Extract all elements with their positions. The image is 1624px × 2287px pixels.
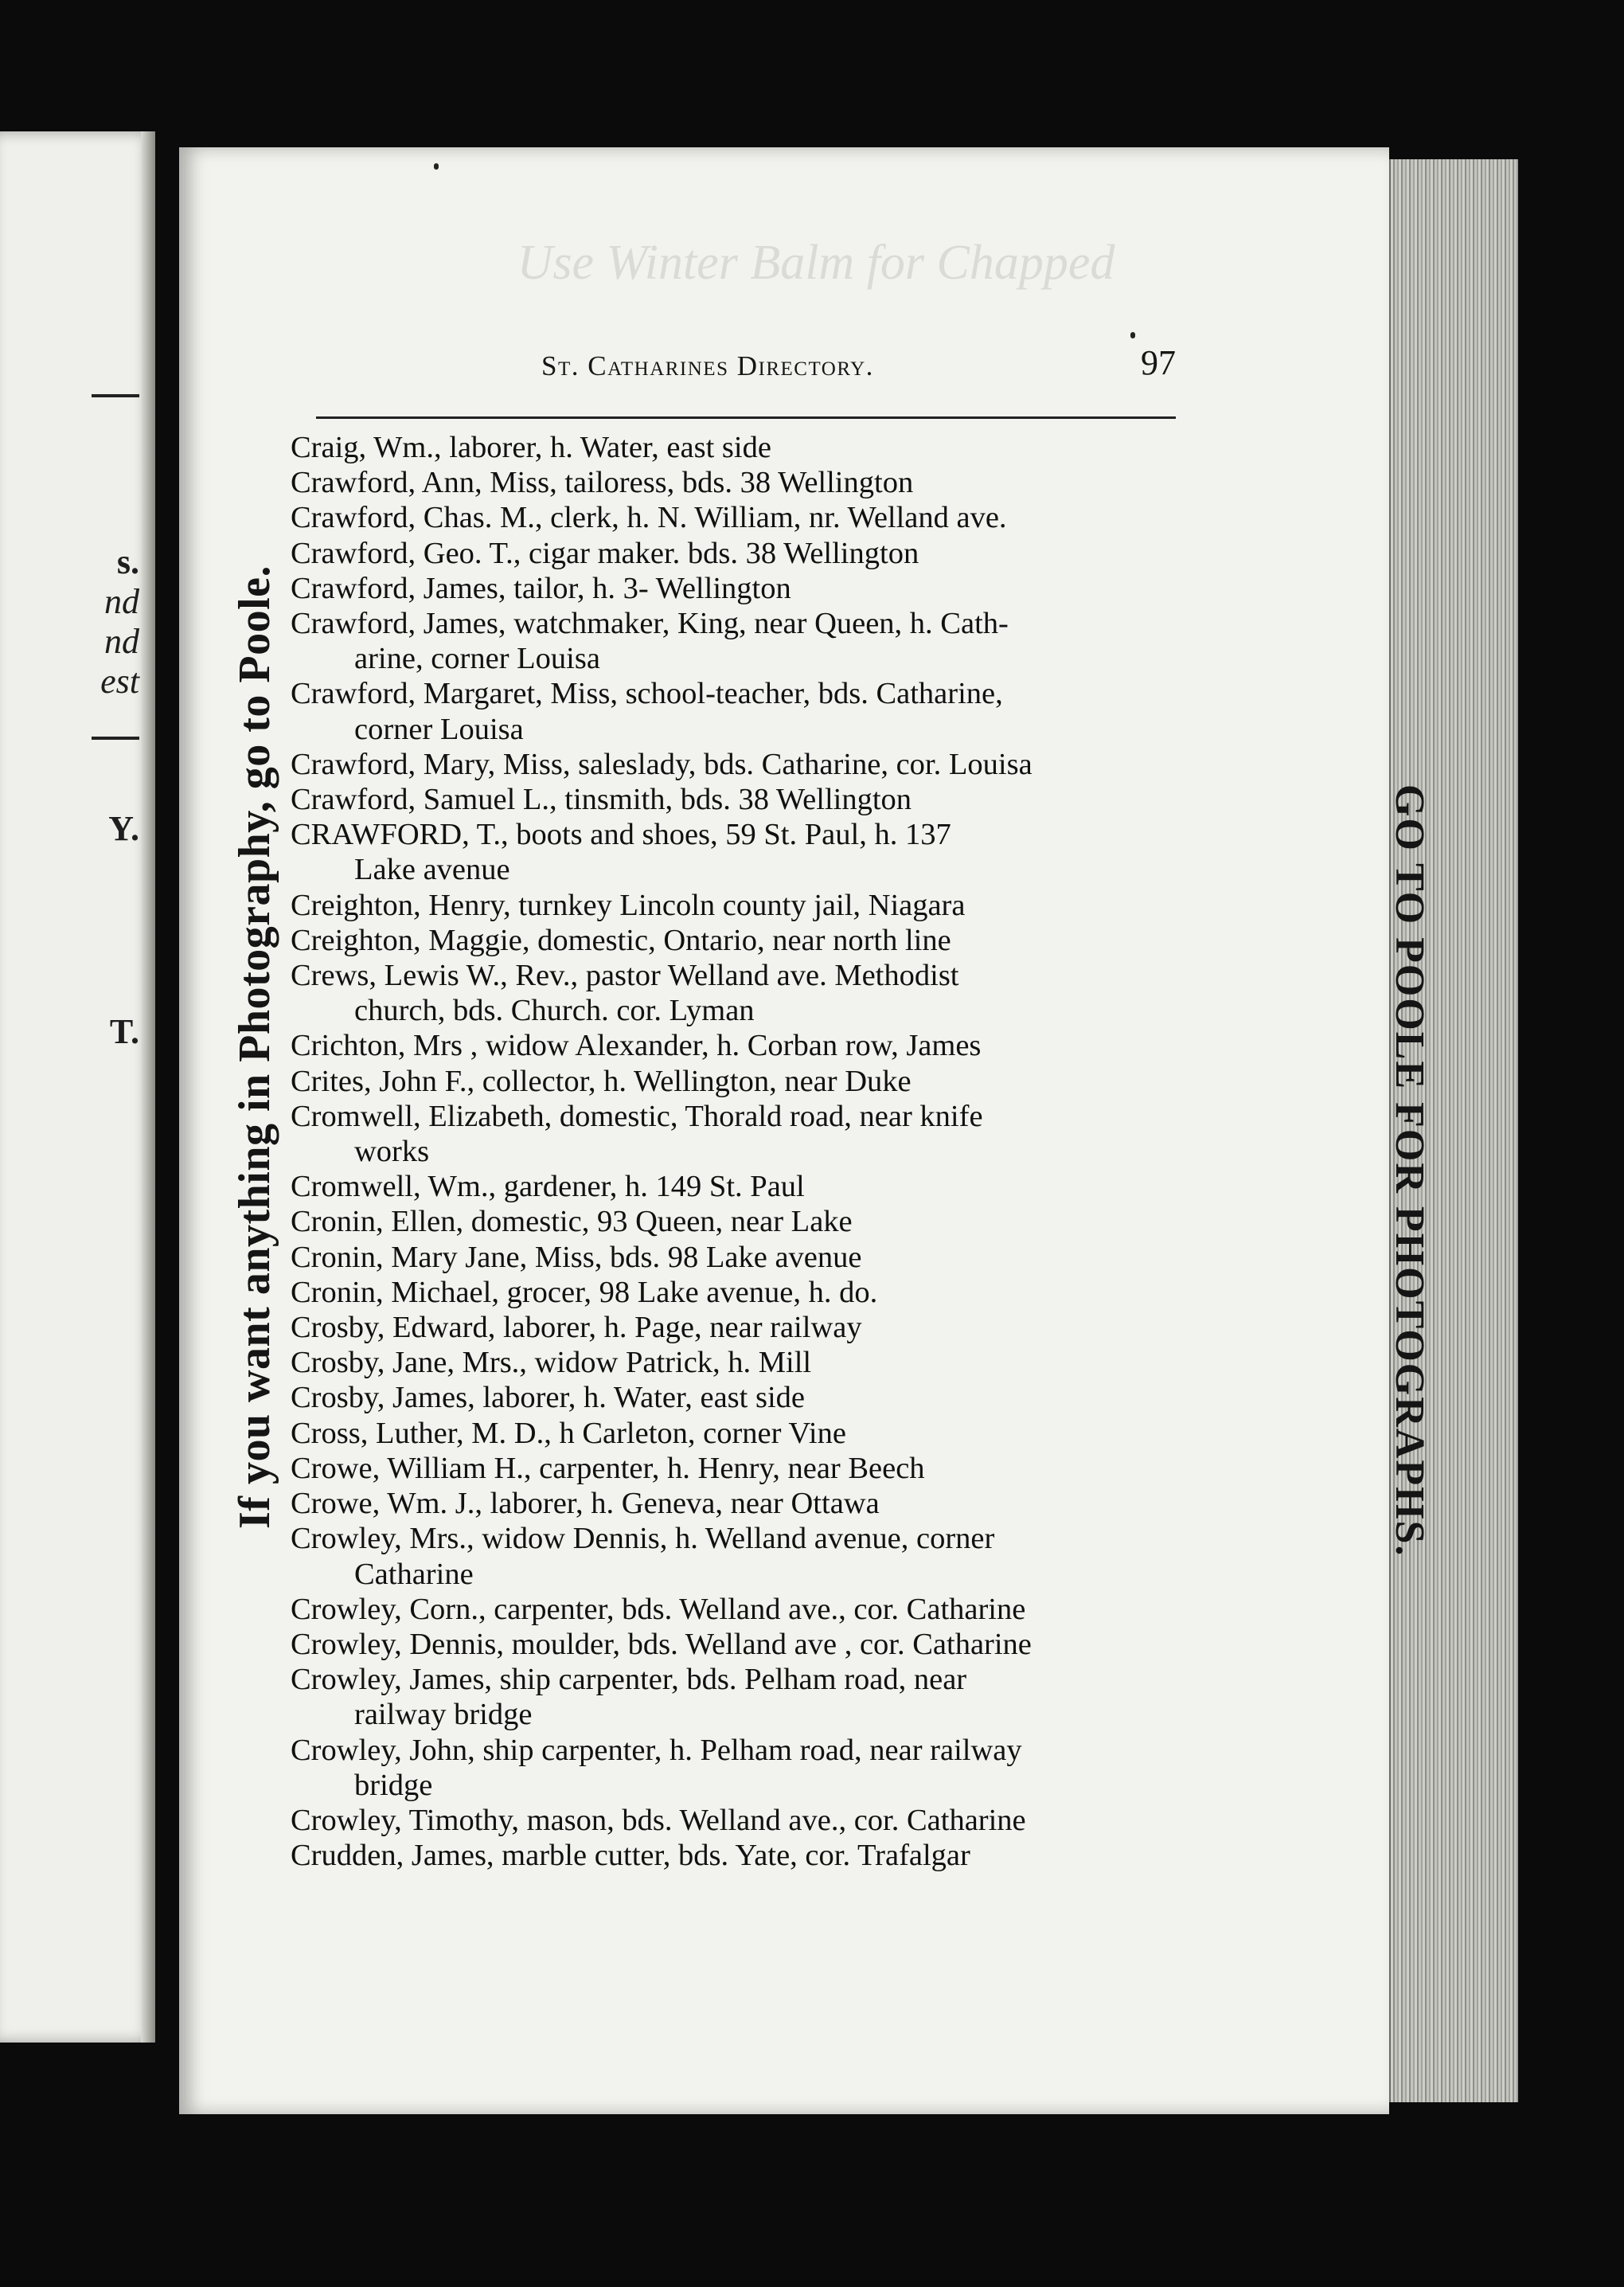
left-text-fragment: est [100, 662, 139, 701]
directory-entry [291, 676, 1405, 746]
directory-entry [291, 1451, 1405, 1486]
directory-entry [291, 1380, 1405, 1415]
directory-entry [291, 1662, 1405, 1732]
entry-continuation: works [354, 1135, 430, 1169]
directory-entry [291, 1310, 1405, 1345]
directory-entry [291, 782, 1405, 817]
entry-text: Crowley, Mrs., widow Dennis, h. Welland avenue, corner [291, 1522, 995, 1556]
entry-text: Crowley, Dennis, moulder, bds. Welland ave , cor. Catharine [291, 1627, 1032, 1661]
entry-text: Cronin, Ellen, domestic, 93 Queen, near Lake [291, 1205, 853, 1239]
left-text-fragment: T. [109, 1012, 139, 1051]
entry-text: Cromwell, Elizabeth, domestic, Thorald road, near knife [291, 1099, 983, 1133]
entry-text: Crews, Lewis W., Rev., pastor Welland ave. Methodist [291, 959, 959, 993]
bleed-through-text: Use Winter Balm for Chapped [517, 236, 1115, 290]
entry-text: Crawford, Samuel L., tinsmith, bds. 38 Wellington [291, 783, 912, 817]
entry-text: CRAWFORD, T., boots and shoes, 59 St. Paul, h. 137 [291, 818, 951, 852]
directory-entry [291, 1592, 1405, 1627]
entry-text: Crawford, Mary, Miss, saleslady, bds. Catharine, cor. Louisa [291, 747, 1033, 781]
directory-entry [291, 1240, 1405, 1275]
directory-entry [291, 1099, 1405, 1169]
directory-entry [291, 1627, 1405, 1662]
directory-entry [291, 923, 1405, 958]
directory-entry [291, 430, 1405, 465]
left-text-fragment: Y. [108, 809, 139, 848]
directory-entry [291, 1803, 1405, 1838]
directory-entry [291, 888, 1405, 923]
entry-text: Craig, Wm., laborer, h. Water, east side [291, 431, 771, 464]
entry-text: Crudden, James, marble cutter, bds. Yate, cor. Trafalgar [291, 1839, 970, 1873]
entry-continuation: bridge [354, 1768, 433, 1802]
directory-entry [291, 1169, 1405, 1204]
directory-entry [291, 817, 1405, 887]
page-number: 97 [1141, 343, 1176, 382]
directory-entry [291, 958, 1405, 1028]
left-page-fragment [0, 131, 155, 2043]
side-advertisement-left: If you want anything in Photography, go to Poole. [230, 565, 279, 1529]
entry-text: Crites, John F., collector, h. Wellington, near Duke [291, 1064, 912, 1098]
running-head-title: St. Catharines Directory. [541, 350, 874, 381]
entry-text: Crowley, John, ship carpenter, h. Pelham road, near railway [291, 1733, 1022, 1767]
entry-continuation: railway bridge [354, 1698, 533, 1732]
directory-entry [291, 1064, 1405, 1099]
directory-entry [291, 1416, 1405, 1451]
directory-page [179, 147, 1432, 2114]
entry-text: Cross, Luther, M. D., h Carleton, corner Vine [291, 1416, 846, 1450]
left-page-rule [92, 737, 139, 740]
entry-text: Crawford, James, watchmaker, King, near Queen, h. Cath- [291, 607, 1009, 641]
left-page-rule [92, 394, 139, 397]
running-head [179, 343, 1389, 398]
directory-entry [291, 500, 1405, 535]
directory-entry [291, 1486, 1405, 1521]
entry-text: Crawford, James, tailor, h. 3- Wellington [291, 571, 791, 605]
entry-text: Crosby, Jane, Mrs., widow Patrick, h. Mill [291, 1346, 812, 1380]
directory-entry [291, 1028, 1405, 1063]
entry-text: Crowe, Wm. J., laborer, h. Geneva, near Ottawa [291, 1487, 880, 1521]
entry-text: Creighton, Henry, turnkey Lincoln county jail, Niagara [291, 888, 966, 922]
directory-entry [291, 1204, 1405, 1239]
left-page-gutter [141, 131, 155, 2043]
header-rule [316, 416, 1176, 419]
entry-text: Crawford, Geo. T., cigar maker. bds. 38 Wellington [291, 536, 919, 570]
entry-text: Crichton, Mrs , widow Alexander, h. Corban row, James [291, 1029, 982, 1063]
entry-text: Cromwell, Wm., gardener, h. 149 St. Paul [291, 1170, 805, 1204]
entry-continuation: Lake avenue [354, 853, 510, 887]
entry-continuation: Catharine [354, 1557, 474, 1591]
left-text-fragment: nd [104, 622, 139, 661]
entry-text: Cronin, Mary Jane, Miss, bds. 98 Lake avenue [291, 1240, 862, 1274]
entry-text: Crawford, Chas. M., clerk, h. N. William, nr. Welland ave. [291, 501, 1007, 535]
left-text-fragment: s. [116, 542, 139, 581]
directory-entries [291, 430, 1405, 1873]
directory-entry [291, 571, 1405, 606]
directory-entry [291, 465, 1405, 500]
directory-entry [291, 606, 1405, 676]
entry-text: Cronin, Michael, grocer, 98 Lake avenue, h. do. [291, 1275, 878, 1309]
directory-entry [291, 1275, 1405, 1310]
entry-text: Crowley, Timothy, mason, bds. Welland ave., cor. Catharine [291, 1803, 1026, 1837]
entry-continuation: corner Louisa [354, 712, 524, 746]
directory-entry [291, 1838, 1405, 1873]
directory-entry [291, 747, 1405, 782]
directory-entry [291, 536, 1405, 571]
entry-text: Crowe, William H., carpenter, h. Henry, near Beech [291, 1451, 925, 1485]
directory-entry [291, 1521, 1405, 1591]
entry-text: Crawford, Margaret, Miss, school-teacher, bds. Catharine, [291, 677, 1003, 711]
directory-entry [291, 1345, 1405, 1380]
entry-text: Crosby, James, laborer, h. Water, east side [291, 1381, 806, 1415]
left-text-fragment: nd [104, 582, 139, 621]
entry-continuation: arine, corner Louisa [354, 642, 600, 676]
entry-text: Crawford, Ann, Miss, tailoress, bds. 38 Wellington [291, 466, 914, 500]
entry-text: Crosby, Edward, laborer, h. Page, near railway [291, 1311, 862, 1345]
side-advertisement-right: GO TO POOLE FOR PHOTOGRAPHS. [1387, 784, 1432, 1558]
entry-text: Crowley, Corn., carpenter, bds. Welland ave., cor. Catharine [291, 1592, 1026, 1626]
paper-speck [434, 163, 439, 170]
entry-text: Crowley, James, ship carpenter, bds. Pelham road, near [291, 1663, 967, 1697]
entry-text: Creighton, Maggie, domestic, Ontario, near north line [291, 923, 951, 957]
directory-entry [291, 1733, 1405, 1803]
entry-continuation: church, bds. Church. cor. Lyman [354, 994, 755, 1028]
paper-speck [1130, 332, 1135, 338]
